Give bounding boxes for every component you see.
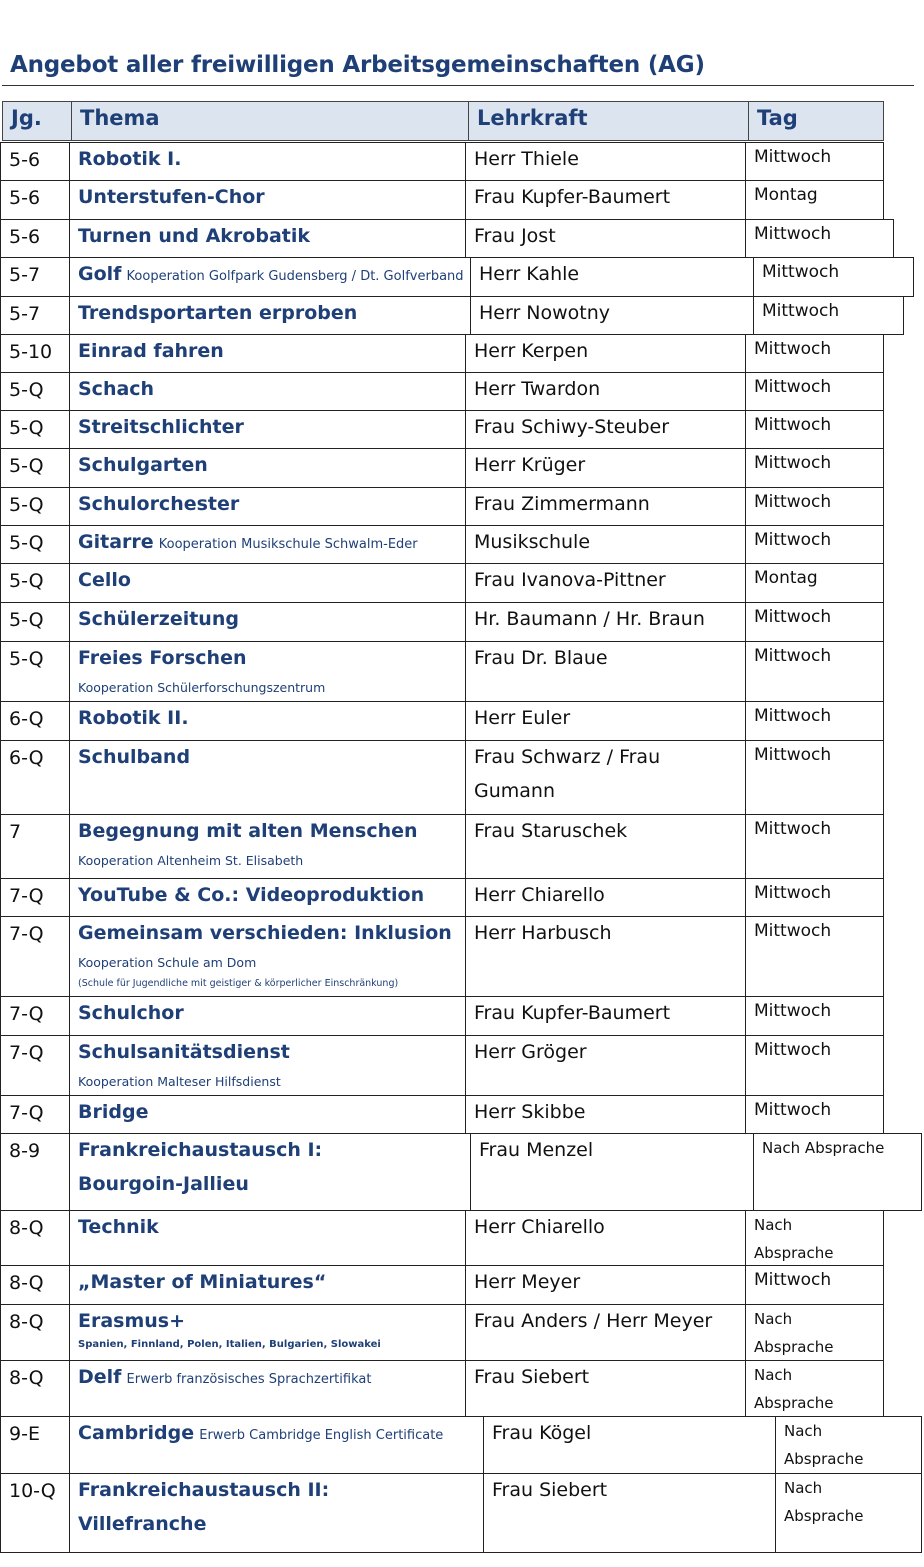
cell-thema (69, 641, 466, 702)
table-row (0, 1360, 924, 1417)
cell-tag (745, 372, 884, 411)
weekday: Mittwoch (762, 262, 840, 282)
teacher-name: Frau Siebert (492, 1479, 608, 1501)
teacher-name: Frau Dr. Blaue (474, 647, 608, 669)
table-row (0, 1265, 924, 1305)
header-lehrkraft: Lehrkraft (468, 102, 748, 141)
cell-jg (0, 180, 70, 220)
teacher-name: Herr Chiarello (474, 884, 605, 906)
ag-title: Schulorchester (78, 493, 240, 515)
table-row (0, 410, 924, 449)
weekday: Nach (754, 1216, 793, 1234)
cell-tag (745, 334, 884, 373)
cell-lehrkraft (465, 525, 746, 564)
table-row (0, 334, 924, 373)
ag-title: Delf (78, 1366, 122, 1388)
cell-lehrkraft (465, 180, 746, 220)
cell-lehrkraft (465, 740, 746, 815)
ag-title: Robotik II. (78, 707, 189, 729)
cell-thema (69, 701, 466, 741)
ag-note: Erwerb Cambridge English Certificate (199, 1428, 444, 1443)
weekday: Mittwoch (754, 453, 832, 473)
ag-note: Erwerb französisches Sprachzertifikat (126, 1372, 372, 1387)
cell-thema (69, 525, 466, 564)
ag-note: Kooperation Schule am Dom (78, 955, 257, 970)
ag-title: Schulsanitätsdienst (78, 1041, 290, 1063)
ag-title: Unterstufen-Chor (78, 186, 265, 208)
table-row (0, 1210, 924, 1266)
cell-lehrkraft (465, 602, 746, 642)
cell-jg (0, 1473, 70, 1553)
cell-tag (745, 701, 884, 741)
cell-jg (0, 1265, 70, 1305)
cell-thema (69, 740, 466, 815)
cell-tag (745, 142, 884, 181)
cell-thema (69, 1210, 466, 1266)
table-row (0, 1133, 924, 1211)
cell-thema (69, 1035, 466, 1096)
grade-range: 5-10 (9, 341, 53, 363)
cell-lehrkraft (465, 916, 746, 997)
cell-tag (775, 1416, 922, 1474)
cell-thema (69, 410, 466, 449)
cell-jg (0, 1035, 70, 1096)
grade-range: 8-Q (9, 1311, 44, 1333)
teacher-name: Frau Schiwy-Steuber (474, 416, 670, 438)
grade-range: 5-Q (9, 609, 44, 631)
ag-title: YouTube & Co.: Videoproduktion (78, 884, 425, 906)
grade-range: 8-Q (9, 1272, 44, 1294)
weekday: Nach (784, 1479, 823, 1497)
weekday: Montag (754, 185, 818, 205)
cell-lehrkraft (465, 487, 746, 526)
cell-thema (69, 487, 466, 526)
ag-title: Einrad fahren (78, 340, 224, 362)
teacher-name: Frau Staruschek (474, 820, 628, 842)
cell-lehrkraft (465, 641, 746, 702)
ag-title: Schulband (78, 746, 191, 768)
table-row (0, 701, 924, 741)
cell-thema (69, 1095, 466, 1134)
ag-title-line2: Bourgoin-Jallieu (78, 1173, 249, 1195)
cell-lehrkraft (465, 1095, 746, 1134)
ag-title: Streitschlichter (78, 416, 244, 438)
cell-lehrkraft (465, 1304, 746, 1361)
ag-title: Freies Forschen (78, 647, 247, 669)
ag-title: Schulgarten (78, 454, 208, 476)
ag-note: Kooperation Golfpark Gudensberg / Dt. Golfverband (126, 269, 464, 284)
cell-jg (0, 296, 70, 335)
teacher-name: Musikschule (474, 531, 591, 553)
grade-range: 5-7 (9, 303, 41, 325)
cell-jg (0, 563, 70, 603)
ag-title: Gitarre (78, 531, 154, 553)
grade-range: 7-Q (9, 1102, 44, 1124)
weekday: Mittwoch (754, 224, 832, 244)
weekday: Mittwoch (754, 530, 832, 550)
grade-range: 5-Q (9, 570, 44, 592)
cell-lehrkraft (465, 701, 746, 741)
ag-title: Cambridge (78, 1422, 195, 1444)
ag-title: „Master of Miniatures“ (78, 1271, 327, 1293)
weekday-line2: Absprache (754, 1244, 834, 1262)
cell-jg (0, 814, 70, 879)
cell-jg (0, 142, 70, 181)
cell-tag (745, 814, 884, 879)
teacher-name: Frau Siebert (474, 1366, 590, 1388)
teacher-name: Hr. Baumann / Hr. Braun (474, 608, 705, 630)
cell-lehrkraft (465, 448, 746, 488)
table-row (0, 740, 924, 815)
cell-tag (775, 1473, 922, 1553)
cell-thema (69, 257, 471, 297)
table-row (0, 563, 924, 603)
cell-lehrkraft (465, 814, 746, 879)
cell-thema (69, 916, 466, 997)
weekday: Nach (754, 1366, 793, 1384)
ag-title: Erasmus+ (78, 1310, 186, 1332)
grade-range: 6-Q (9, 747, 44, 769)
grade-range: 7-Q (9, 1003, 44, 1025)
cell-jg (0, 641, 70, 702)
table-row (0, 372, 924, 411)
header-thema: Thema (71, 102, 468, 141)
cell-lehrkraft (465, 142, 746, 181)
grade-range: 5-Q (9, 379, 44, 401)
table-row (0, 448, 924, 488)
table-row (0, 1416, 924, 1474)
teacher-name: Frau Kupfer-Baumert (474, 1002, 671, 1024)
grade-range: 5-6 (9, 149, 41, 171)
table-row (0, 1095, 924, 1134)
header-tag: Tag (748, 102, 885, 141)
cell-jg (0, 996, 70, 1036)
weekday: Nach (754, 1310, 793, 1328)
grade-range: 5-7 (9, 264, 41, 286)
weekday: Mittwoch (754, 819, 832, 839)
teacher-name: Frau Jost (474, 225, 556, 247)
grade-range: 6-Q (9, 708, 44, 730)
cell-lehrkraft (465, 1265, 746, 1305)
cell-tag (745, 180, 884, 220)
weekday: Mittwoch (754, 1040, 832, 1060)
teacher-name: Frau Kögel (492, 1422, 592, 1444)
cell-lehrkraft (465, 996, 746, 1036)
cell-tag (753, 1133, 922, 1211)
cell-tag (745, 1035, 884, 1096)
cell-thema (69, 878, 466, 917)
grade-range: 8-Q (9, 1367, 44, 1389)
cell-jg (0, 219, 70, 258)
weekday: Mittwoch (754, 377, 832, 397)
cell-lehrkraft (465, 563, 746, 603)
weekday: Mittwoch (754, 415, 832, 435)
cell-jg (0, 701, 70, 741)
cell-thema (69, 602, 466, 642)
cell-lehrkraft (465, 1210, 746, 1266)
cell-tag (745, 525, 884, 564)
teacher-name: Frau Anders / Herr Meyer (474, 1310, 713, 1332)
ag-title: Technik (78, 1216, 159, 1238)
cell-lehrkraft (483, 1473, 776, 1553)
teacher-name: Herr Twardon (474, 378, 601, 400)
cell-lehrkraft (470, 296, 754, 335)
table-row (0, 142, 924, 181)
cell-thema (69, 814, 466, 879)
cell-thema (69, 372, 466, 411)
table-row (0, 296, 924, 335)
weekday: Mittwoch (754, 147, 832, 167)
teacher-name: Herr Euler (474, 707, 571, 729)
cell-tag (745, 1210, 884, 1266)
header-jg: Jg. (11, 106, 42, 130)
weekday: Mittwoch (754, 883, 832, 903)
cell-lehrkraft (470, 1133, 754, 1211)
cell-jg (0, 878, 70, 917)
table-row (0, 1473, 924, 1553)
weekday: Nach (784, 1422, 823, 1440)
teacher-name: Frau Menzel (479, 1139, 594, 1161)
weekday-line2: Absprache (784, 1450, 864, 1468)
weekday-line2: Absprache (754, 1394, 834, 1412)
grade-range: 5-Q (9, 532, 44, 554)
table-row (0, 257, 924, 297)
cell-tag (745, 641, 884, 702)
ag-title: Gemeinsam verschieden: Inklusion (78, 922, 452, 944)
grade-range: 8-Q (9, 1217, 44, 1239)
cell-tag (753, 257, 914, 297)
table-row (0, 487, 924, 526)
weekday: Mittwoch (754, 1270, 832, 1290)
cell-tag (745, 602, 884, 642)
cell-tag (745, 916, 884, 997)
cell-lehrkraft (483, 1416, 776, 1474)
ag-note: Kooperation Altenheim St. Elisabeth (78, 853, 304, 868)
table-header (2, 101, 884, 141)
cell-tag (745, 1304, 884, 1361)
table-row (0, 525, 924, 564)
weekday: Mittwoch (754, 745, 832, 765)
grade-range: 5-6 (9, 187, 41, 209)
cell-jg (0, 1210, 70, 1266)
weekday: Mittwoch (754, 607, 832, 627)
grade-range: 7-Q (9, 1042, 44, 1064)
cell-jg (0, 372, 70, 411)
weekday: Mittwoch (754, 492, 832, 512)
cell-lehrkraft (465, 878, 746, 917)
ag-title: Begegnung mit alten Menschen (78, 820, 418, 842)
cell-tag (745, 410, 884, 449)
cell-tag (753, 296, 904, 335)
table-row (0, 180, 924, 220)
weekday: Mittwoch (754, 1001, 832, 1021)
table-row (0, 996, 924, 1036)
weekday-line2: Absprache (784, 1507, 864, 1525)
weekday: Mittwoch (754, 921, 832, 941)
ag-title: Trendsportarten erproben (78, 302, 358, 324)
cell-jg (0, 487, 70, 526)
table-row (0, 878, 924, 917)
cell-thema (69, 334, 466, 373)
cell-tag (745, 996, 884, 1036)
cell-thema (69, 1304, 466, 1361)
title-divider (2, 85, 914, 86)
cell-thema (69, 142, 466, 181)
cell-tag (745, 878, 884, 917)
cell-jg (0, 410, 70, 449)
teacher-name: Herr Harbusch (474, 922, 612, 944)
cell-jg (0, 602, 70, 642)
weekday: Mittwoch (754, 706, 832, 726)
teacher-name: Herr Kahle (479, 263, 580, 285)
grade-range: 7-Q (9, 885, 44, 907)
cell-thema (69, 296, 471, 335)
cell-jg (0, 1095, 70, 1134)
grade-range: 8-9 (9, 1140, 41, 1162)
cell-tag (745, 219, 894, 258)
cell-jg (0, 334, 70, 373)
table-row (0, 1035, 924, 1096)
cell-jg (0, 1360, 70, 1417)
cell-jg (0, 740, 70, 815)
weekday: Nach Absprache (762, 1139, 885, 1157)
ag-title: Frankreichaustausch I: (78, 1139, 323, 1161)
weekday: Mittwoch (754, 1100, 832, 1120)
cell-tag (745, 740, 884, 815)
cell-jg (0, 1133, 70, 1211)
cell-thema (69, 219, 466, 258)
cell-tag (745, 1360, 884, 1417)
teacher-name: Herr Kerpen (474, 340, 589, 362)
cell-lehrkraft (465, 1035, 746, 1096)
ag-note-detail: (Schule für Jugendliche mit geistiger & körperlicher Einschränkung) (78, 978, 399, 989)
cell-thema (69, 563, 466, 603)
ag-title: Golf (78, 263, 122, 285)
cell-lehrkraft (465, 372, 746, 411)
table-row (0, 219, 924, 258)
ag-title: Schulchor (78, 1002, 184, 1024)
teacher-name: Herr Skibbe (474, 1101, 586, 1123)
cell-thema (69, 1473, 484, 1553)
cell-jg (0, 448, 70, 488)
cell-thema (69, 180, 466, 220)
grade-range: 10-Q (9, 1480, 56, 1502)
teacher-name-line2: Gumann (474, 780, 556, 802)
ag-title: Schach (78, 378, 155, 400)
ag-note: Spanien, Finnland, Polen, Italien, Bulgarien, Slowakei (78, 1339, 381, 1350)
ag-title: Bridge (78, 1101, 149, 1123)
grade-range: 5-Q (9, 417, 44, 439)
weekday: Mittwoch (762, 301, 840, 321)
cell-tag (745, 1265, 884, 1305)
cell-lehrkraft (465, 334, 746, 373)
table-row (0, 602, 924, 642)
cell-thema (69, 1416, 484, 1474)
teacher-name: Herr Gröger (474, 1041, 587, 1063)
page-title: Angebot aller freiwilligen Arbeitsgemeinschaften (AG) (10, 52, 705, 78)
cell-thema (69, 1133, 471, 1211)
ag-note: Kooperation Malteser Hilfsdienst (78, 1074, 281, 1089)
teacher-name: Herr Thiele (474, 148, 579, 170)
table-row (0, 814, 924, 879)
ag-title: Schülerzeitung (78, 608, 239, 630)
teacher-name: Herr Chiarello (474, 1216, 605, 1238)
weekday-line2: Absprache (754, 1338, 834, 1356)
teacher-name: Frau Schwarz / Frau (474, 746, 661, 768)
teacher-name: Herr Nowotny (479, 302, 611, 324)
cell-lehrkraft (465, 219, 746, 258)
grade-range: 5-Q (9, 494, 44, 516)
cell-tag (745, 1095, 884, 1134)
cell-jg (0, 916, 70, 997)
weekday: Mittwoch (754, 646, 832, 666)
cell-thema (69, 448, 466, 488)
cell-jg (0, 257, 70, 297)
grade-range: 5-Q (9, 455, 44, 477)
grade-range: 5-Q (9, 648, 44, 670)
grade-range: 5-6 (9, 226, 41, 248)
teacher-name: Frau Zimmermann (474, 493, 650, 515)
cell-jg (0, 525, 70, 564)
cell-lehrkraft (465, 410, 746, 449)
cell-jg (0, 1416, 70, 1474)
table-row (0, 641, 924, 702)
table-row (0, 916, 924, 997)
ag-title: Frankreichaustausch II: (78, 1479, 330, 1501)
cell-tag (745, 487, 884, 526)
ag-title: Robotik I. (78, 148, 182, 170)
table-row (0, 1304, 924, 1361)
cell-tag (745, 448, 884, 488)
teacher-name: Herr Krüger (474, 454, 586, 476)
ag-note: Kooperation Schülerforschungszentrum (78, 680, 326, 695)
cell-tag (745, 563, 884, 603)
ag-title-line2: Villefranche (78, 1513, 207, 1535)
teacher-name: Frau Kupfer-Baumert (474, 186, 671, 208)
ag-title: Turnen und Akrobatik (78, 225, 311, 247)
grade-range: 9-E (9, 1423, 40, 1445)
teacher-name: Frau Ivanova-Pittner (474, 569, 666, 591)
grade-range: 7 (9, 821, 22, 843)
cell-lehrkraft (470, 257, 754, 297)
cell-lehrkraft (465, 1360, 746, 1417)
cell-thema (69, 1360, 466, 1417)
teacher-name: Herr Meyer (474, 1271, 581, 1293)
cell-thema (69, 996, 466, 1036)
weekday: Montag (754, 568, 818, 588)
cell-thema (69, 1265, 466, 1305)
ag-note: Kooperation Musikschule Schwalm-Eder (158, 537, 418, 552)
weekday: Mittwoch (754, 339, 832, 359)
grade-range: 7-Q (9, 923, 44, 945)
ag-title: Cello (78, 569, 131, 591)
cell-jg (0, 1304, 70, 1361)
